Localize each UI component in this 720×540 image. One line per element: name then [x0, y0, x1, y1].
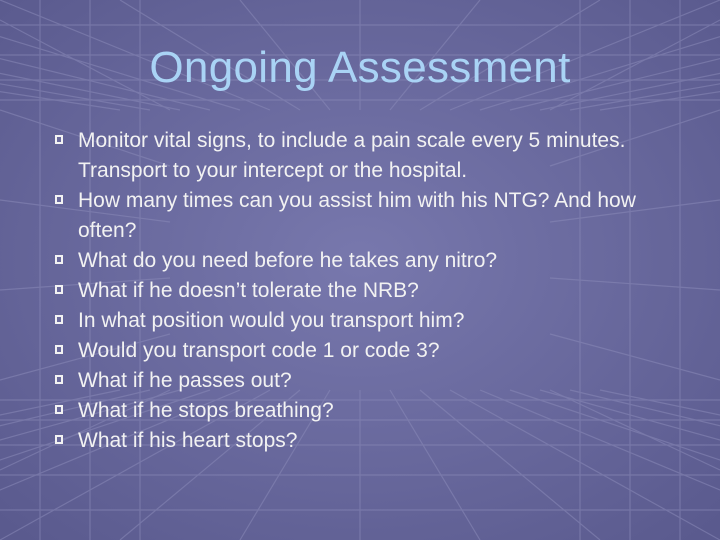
square-bullet-icon	[54, 404, 64, 415]
square-bullet-icon	[54, 374, 64, 385]
bullet-item	[78, 126, 688, 186]
bullet-item	[78, 336, 688, 366]
bullet-text: In what position would you transport him?	[78, 309, 465, 332]
bullet-text: What do you need before he takes any nitro?	[78, 249, 498, 272]
square-bullet-icon	[54, 134, 64, 145]
bullet-item	[78, 186, 688, 246]
square-bullet-icon	[54, 254, 64, 265]
slide-title: Ongoing Assessment	[149, 43, 571, 92]
bullet-text: What if he doesn’t tolerate the NRB?	[78, 279, 419, 302]
square-bullet-icon	[54, 344, 64, 355]
bullet-item	[78, 306, 688, 336]
bullet-text: What if he stops breathing?	[78, 399, 334, 422]
square-bullet-icon	[54, 434, 64, 445]
bullet-item	[78, 366, 688, 396]
bullet-text: Would you transport code 1 or code 3?	[78, 339, 440, 362]
square-bullet-icon	[54, 314, 64, 325]
bullet-item	[78, 426, 688, 456]
bullet-text: What if his heart stops?	[78, 429, 298, 452]
square-bullet-icon	[54, 194, 64, 205]
bullet-text: Monitor vital signs, to include a pain scale every 5 minutes. Transport to your intercept or the hospital.	[78, 129, 626, 182]
bullet-item	[78, 246, 688, 276]
square-bullet-icon	[54, 284, 64, 295]
bullet-list	[78, 126, 688, 456]
bullet-text: How many times can you assist him with his NTG? And how often?	[78, 189, 636, 242]
bullet-item	[78, 276, 688, 306]
bullet-item	[78, 396, 688, 426]
bullet-text: What if he passes out?	[78, 369, 292, 392]
